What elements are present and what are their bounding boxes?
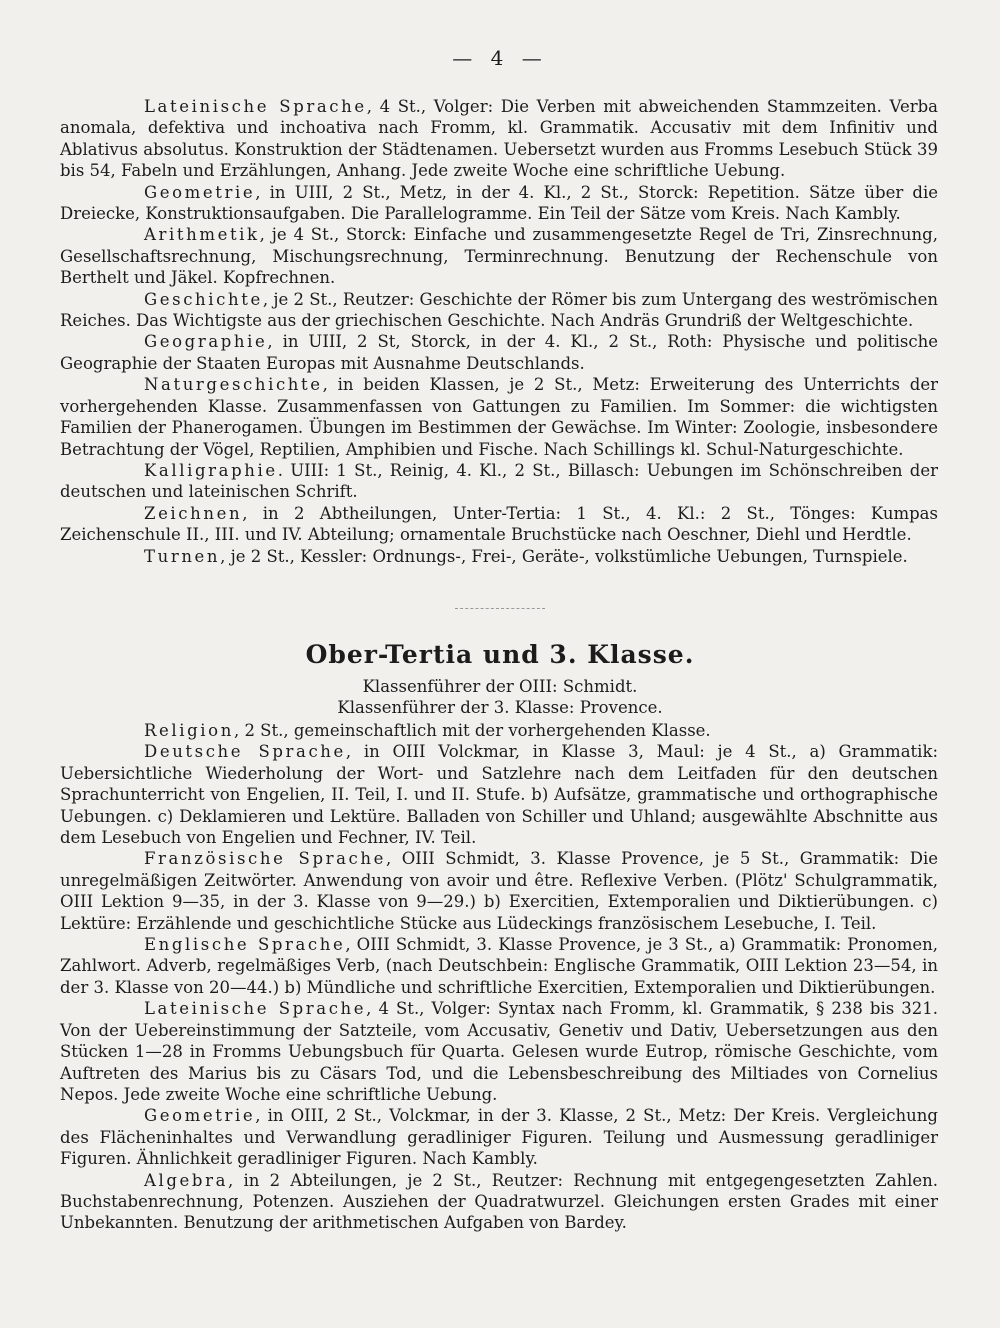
subject-text: , in UIII, 2 St., Metz, in der 4. Kl., 2 St., Storck: Repetition. Sätze über die Dreiecke, Konstruktionsaufgaben. Die Parallelogramme. Ein Teil der Sätze vom Kreis. Nach Kambly. bbox=[60, 182, 938, 224]
class-leader-line: Klassenführer der 3. Klasse: Provence. bbox=[337, 698, 663, 717]
subject-paragraph bbox=[60, 1105, 938, 1169]
section-heading: Ober-Tertia und 3. Klasse. bbox=[305, 640, 695, 669]
subject-text: , je 2 St., Reutzer: Geschichte der Römer bis zum Untergang des weströmischen Reiches. Das Wichtigste aus der griechischen Geschichte. Nach Andräs Grundriß der Weltgeschichte. bbox=[60, 289, 938, 331]
section-divider bbox=[455, 608, 545, 609]
subject-name: Lateinische Sprache bbox=[144, 999, 367, 1019]
subject-text: , 4 St., Volger: Syntax nach Fromm, kl. Grammatik, § 238 bis 321. Von der Uebereinstimmung der Satzteile, vom Accusativ, Genetiv und Dativ, Uebersetzungen aus den Stücken 1—28 in Fromms Uebungsbuch für Quarta. Gelesen wurde Eutrop, römische Geschichte, vom Auftreten des Marius bis zu Cäsars Tod, und die Lebensbeschreibung des Miltiades von Cornelius Nepos. Jede zweite Woche eine schriftliche Uebung. bbox=[60, 999, 938, 1104]
subject-paragraph bbox=[60, 460, 938, 503]
subject-paragraph bbox=[60, 374, 938, 460]
subject-paragraph bbox=[60, 546, 938, 567]
subject-text: , in beiden Klassen, je 2 St., Metz: Erweiterung des Unterrichts der vorhergehenden Klasse. Zusammenfassen von Gattungen zu Familien. Im Sommer: die wichtigsten Familien der Phanerogamen. Übungen im Bestimmen der Gewächse. Im Winter: Zoologie, insbesondere Betrachtung der Vögel, Reptilien, Amphibien und Fische. Nach Schillings kl. Schul-Naturgeschichte. bbox=[60, 375, 938, 459]
subject-paragraph bbox=[60, 331, 938, 374]
page-number: — 4 — bbox=[452, 46, 548, 70]
subject-text: , OIII Schmidt, 3. Klasse Provence, je 5 St., Grammatik: Die unregelmäßigen Zeitwörter. Anwendung von avoir und être. Reflexive Verben. (Plötz' Schulgrammatik, OIII Lektion 9—35, in der 3. Klasse von 9—29.) b) Exercitien, Extemporalien und Diktierübungen. c) Lektüre: Erzählende und geschichtliche Stücke aus Lüdeckings französischem Lesebuche, I. Teil. bbox=[60, 849, 938, 933]
subject-name: Geographie bbox=[144, 332, 268, 352]
subject-name: Lateinische Sprache bbox=[144, 97, 367, 116]
subject-name: Geometrie bbox=[144, 182, 256, 202]
bottom-section bbox=[60, 720, 938, 1234]
subject-name: Algebra bbox=[144, 1170, 229, 1190]
subject-paragraph bbox=[60, 503, 938, 546]
subject-paragraph bbox=[60, 934, 938, 998]
subject-name: Zeichnen bbox=[144, 503, 243, 523]
subject-paragraph bbox=[60, 182, 938, 225]
subject-paragraph bbox=[60, 1170, 938, 1234]
subject-text: , OIII Schmidt, 3. Klasse Provence, je 3 St., a) Grammatik: Pronomen, Zahlwort. Adverb, regelmäßiges Verb, (nach Deutschbein: Englische Grammatik, OIII Lektion 23—54, in der 3. Klasse von 20—44.) b) Mündliche und schriftliche Exercitien, Extemporalien und Diktierübungen. bbox=[60, 935, 938, 997]
subject-name: Arithmetik bbox=[144, 225, 260, 245]
subject-name: Kalligraphie bbox=[144, 460, 278, 480]
subject-text: , 4 St., Volger: Die Verben mit abweichenden Stammzeiten. Verba anomala, defektiva und inchoativa nach Fromm, kl. Grammatik. Accusativ mit dem Infinitiv und Ablativus absolutus. Konstruktion der Städtenamen. Uebersetzt wurden aus Fromms Lesebuch Stück 39 bis 54, Fabeln und Erzählungen, Anhang. Jede zweite Woche eine schriftliche Uebung. bbox=[60, 97, 938, 181]
top-section bbox=[60, 96, 938, 567]
subject-text: , in UIII, 2 St, Storck, in der 4. Kl., 2 St., Roth: Physische und politische Geographie der Staaten Europas mit Ausnahme Deutschlands. bbox=[60, 332, 938, 373]
subject-text: , 2 St., gemeinschaftlich mit der vorhergehenden Klasse. bbox=[233, 721, 711, 740]
subject-paragraph bbox=[60, 720, 938, 741]
subject-text: , je 2 St., Kessler: Ordnungs-, Frei-, Geräte-, volkstümliche Uebungen, Turnspiele. bbox=[220, 546, 908, 566]
subject-name: Geometrie bbox=[144, 1106, 256, 1126]
subject-name: Turnen bbox=[144, 546, 221, 566]
subject-name: Geschichte bbox=[144, 289, 263, 309]
subject-text: , in 2 Abteilungen, je 2 St., Reutzer: Rechnung mit entgegengesetzten Zahlen. Buchstabenrechnung, Potenzen. Ausziehen der Quadratwurzel. Gleichungen ersten Grades mit einer Unbekannten. Benutzung der arithmetischen Aufgaben von Bardey. bbox=[60, 1170, 938, 1233]
class-leader-line: Klassenführer der OIII: Schmidt. bbox=[362, 677, 638, 696]
subject-paragraph bbox=[60, 998, 938, 1105]
subject-text: , in OIII Volckmar, in Klasse 3, Maul: je 4 St., a) Grammatik: Uebersichtliche Wiederholung der Wort- und Satzlehre nach dem Leitfaden für den deutschen Sprachunterricht von Engelien, II. Teil, I. und II. Stufe. b) Aufsätze, grammatische und orthographische Uebungen. c) Deklamieren und Lektüre. Balladen von Schiller und Uhland; ausgewählte Abschnitte aus dem Lesebuch von Engelien und Fechner, IV. Teil. bbox=[60, 742, 938, 848]
subject-paragraph bbox=[60, 289, 938, 332]
subject-paragraph bbox=[60, 96, 938, 182]
subject-paragraph bbox=[60, 848, 938, 934]
subject-name: Deutsche Sprache bbox=[144, 742, 346, 762]
subject-name: Französische Sprache bbox=[144, 849, 386, 869]
subject-name: Religion bbox=[144, 721, 234, 740]
subject-text: . UIII: 1 St., Reinig, 4. Kl., 2 St., Billasch: Uebungen im Schönschreiben der deutschen und lateinischen Schrift. bbox=[60, 460, 938, 502]
subject-paragraph bbox=[60, 741, 938, 848]
subject-name: Englische Sprache bbox=[144, 935, 346, 955]
subject-name: Naturgeschichte bbox=[144, 375, 323, 395]
subject-paragraph bbox=[60, 224, 938, 288]
subject-text: , je 4 St., Storck: Einfache und zusammengesetzte Regel de Tri, Zinsrechnung, Gesellschaftsrechnung, Mischungsrechnung, Terminrechnung. Benutzung der Rechenschule von Berthelt und Jäkel. Kopfrechnen. bbox=[60, 225, 938, 288]
subject-text: , in OIII, 2 St., Volckmar, in der 3. Klasse, 2 St., Metz: Der Kreis. Vergleichung des Flächeninhaltes und Verwandlung geradliniger Figuren. Teilung und Ausmessung geradliniger Figuren. Ähnlichkeit geradliniger Figuren. Nach Kambly. bbox=[60, 1106, 938, 1169]
subject-text: , in 2 Abtheilungen, Unter-Tertia: 1 St., 4. Kl.: 2 St., Tönges: Kumpas Zeichenschule II., III. und IV. Abteilung; ornamentale Bruchstücke nach Oeschner, Diehl und Herdtle. bbox=[60, 503, 938, 545]
